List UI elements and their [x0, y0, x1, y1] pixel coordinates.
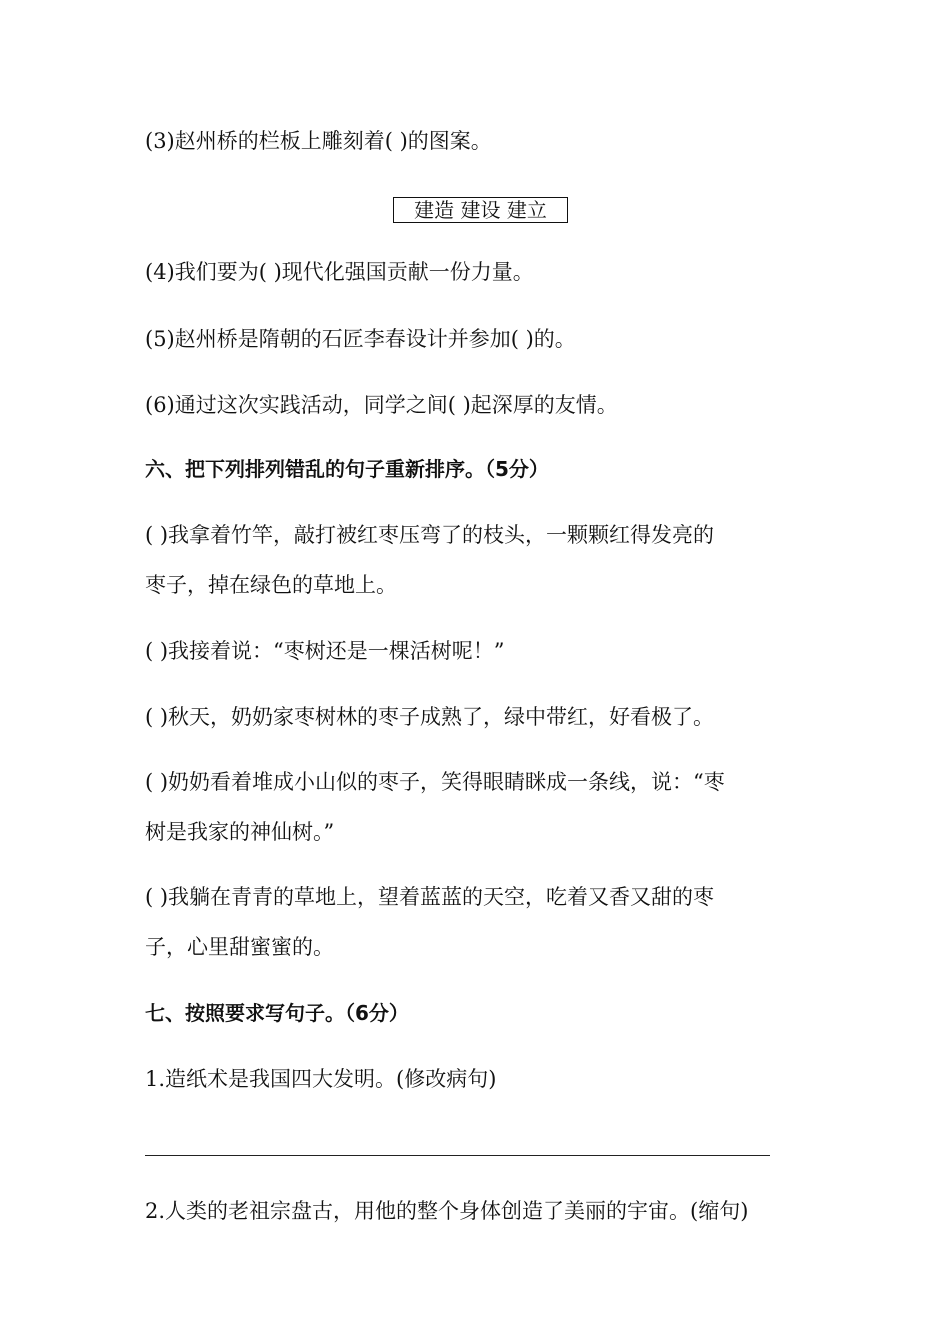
section-6-heading: 六、把下列排列错乱的句子重新排序。（5分） — [145, 457, 549, 481]
sentence-2: ( )我接着说：“枣树还是一棵活树呢！” — [145, 639, 505, 663]
sentence-1-line-1: ( )我拿着竹竿，敲打被红枣压弯了的枝头，一颗颗红得发亮的 — [145, 523, 715, 547]
rewrite-question-2: 2.人类的老祖宗盘古，用他的整个身体创造了美丽的宇宙。(缩句) — [145, 1199, 749, 1223]
word-choice-box: 建造 建设 建立 — [393, 197, 568, 223]
question-3: (3)赵州桥的栏板上雕刻着( )的图案。 — [145, 129, 492, 153]
sentence-4-line-2: 树是我家的神仙树。” — [145, 820, 335, 844]
sentence-4-line-1: ( )奶奶看着堆成小山似的枣子，笑得眼睛眯成一条线，说：“枣 — [145, 770, 725, 794]
section-7-heading: 七、按照要求写句子。（6分） — [145, 1001, 409, 1025]
question-6: (6)通过这次实践活动，同学之间( )起深厚的友情。 — [145, 393, 618, 417]
rewrite-question-1: 1.造纸术是我国四大发明。(修改病句) — [145, 1067, 497, 1091]
sentence-5-line-2: 子，心里甜蜜蜜的。 — [145, 935, 334, 959]
question-4: (4)我们要为( )现代化强国贡献一份力量。 — [145, 260, 534, 284]
sentence-3: ( )秋天，奶奶家枣树林的枣子成熟了，绿中带红，好看极了。 — [145, 705, 715, 729]
sentence-1-line-2: 枣子，掉在绿色的草地上。 — [145, 573, 397, 597]
sentence-5-line-1: ( )我躺在青青的草地上，望着蓝蓝的天空，吃着又香又甜的枣 — [145, 885, 715, 909]
question-5: (5)赵州桥是隋朝的石匠李春设计并参加( )的。 — [145, 327, 576, 351]
answer-line[interactable] — [145, 1155, 770, 1156]
